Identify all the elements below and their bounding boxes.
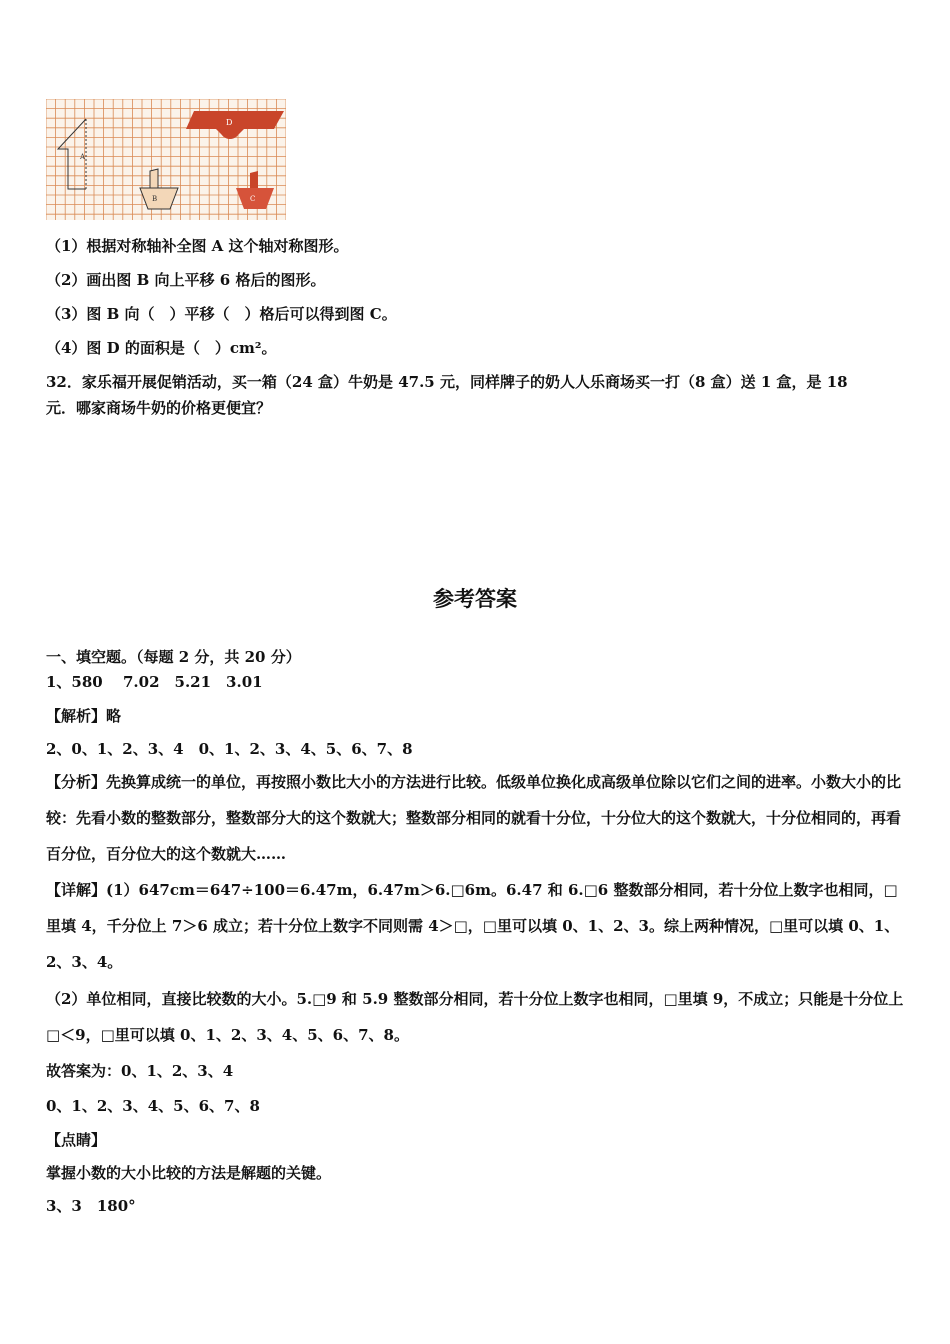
question-32-line-1: 32．家乐福开展促销活动，买一箱（24 盒）牛奶是 47.5 元，同样牌子的奶人人乐商场买一打（8 盒）送 1 盒，是 18 bbox=[46, 373, 848, 391]
label-d: D bbox=[226, 118, 233, 127]
question-31-part-4: （4）图 D 的面积是（ ）cm²。 bbox=[46, 339, 277, 357]
answer-2-xiangjie-1: 【详解】(1）647cm＝647÷100＝6.47m，6.47m＞6.□6m。6.47 和 6.□6 整数部分相同，若十分位上数字也相同，□里填 4，千分位上 7＞6 成立；若十分位上数字不同则需 4＞□，□里可以填 0、1、2、3。综上两种情况，□里可以填 0、1、2、3、4。 bbox=[46, 881, 900, 971]
question-32-line-2: 元．哪家商场牛奶的价格更便宜？ bbox=[46, 399, 272, 417]
section-1-heading: 一、填空题。（每题 2 分，共 20 分） bbox=[46, 648, 301, 666]
answer-2-xiangjie-2: （2）单位相同，直接比较数的大小。5.□9 和 5.9 整数部分相同，若十分位上数字也相同，□里填 9，不成立；只能是十分位上□＜9，□里可以填 0、1、2、3、4、5、6、7、8。 bbox=[46, 990, 904, 1044]
grid-figure bbox=[46, 99, 286, 220]
answer-1-analysis: 【解析】略 bbox=[46, 707, 122, 725]
answer-2-dianjing-text: 掌握小数的大小比较的方法是解题的关键。 bbox=[46, 1164, 332, 1182]
answer-2: 2、0、1、2、3、4 0、1、2、3、4、5、6、7、8 bbox=[46, 740, 413, 758]
answer-1: 1、580 7.02 5.21 3.01 bbox=[46, 673, 263, 691]
answer-2-final-2: 0、1、2、3、4、5、6、7、8 bbox=[46, 1097, 260, 1115]
question-31-part-3: （3）图 B 向（ ）平移（ ）格后可以得到图 C。 bbox=[46, 305, 397, 323]
question-31-part-2: （2）画出图 B 向上平移 6 格后的图形。 bbox=[46, 271, 326, 289]
answer-2-final-1: 故答案为：0、1、2、3、4 bbox=[46, 1062, 234, 1080]
label-c: C bbox=[250, 195, 256, 203]
label-b: B bbox=[152, 195, 158, 203]
answer-2-dianjing: 【点睛】 bbox=[46, 1131, 107, 1149]
answer-2-fenxi: 【分析】先换算成统一的单位，再按照小数比大小的方法进行比较。低级单位换化成高级单位除以它们之间的进率。小数大小的比较：先看小数的整数部分，整数部分大的这个数就大；整数部分相同的就看十分位，十分位大的这个数就大，十分位相同的，再看百分位，百分位大的这个数就大…… bbox=[46, 773, 902, 863]
answers-title: 参考答案 bbox=[433, 587, 517, 611]
label-a: A bbox=[80, 153, 86, 161]
answer-3: 3、3 180° bbox=[46, 1197, 136, 1215]
question-31-part-1: （1）根据对称轴补全图 A 这个轴对称图形。 bbox=[46, 237, 349, 255]
